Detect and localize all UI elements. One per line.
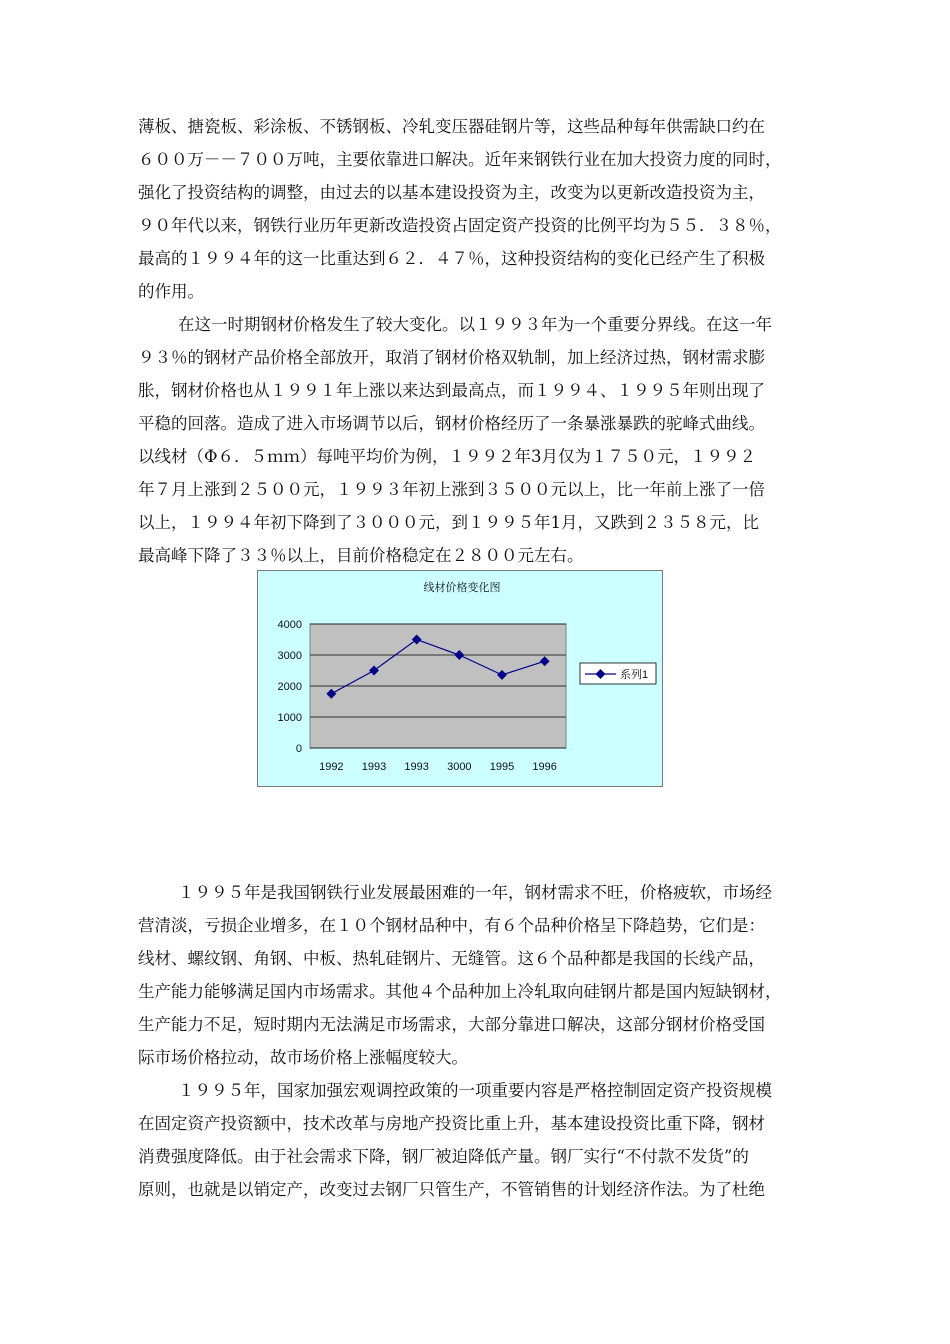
paragraph-2 xyxy=(138,308,890,572)
paragraph-1-line: ９０年代以来，钢铁行业历年更新改造投资占固定资产投资的比例平均为５５．３８％， xyxy=(138,216,782,235)
paragraph-4-line: １９９５年，国家加强宏观调控政策的一项重要内容是严格控制固定资产投资规模 xyxy=(178,1081,772,1100)
paragraph-3-line: 际市场价格拉动，故市场价格上涨幅度较大。 xyxy=(138,1048,468,1067)
x-tick-label: 1996 xyxy=(532,761,557,773)
legend xyxy=(580,663,656,684)
chart-title: 线材价格变化图 xyxy=(423,582,501,594)
paragraph-3-line: 线材、螺纹钢、角钢、中板、热轧硅钢片、无缝管。这６个品种都是我国的长线产品， xyxy=(138,949,765,968)
paragraph-2-line: 胀，钢材价格也从１９９１年上涨以来达到最高点，而１９９４、１９９５年则出现了 xyxy=(138,381,765,400)
paragraph-2-line: 在这一时期钢材价格发生了较大变化。以１９９３年为一个重要分界线。在这一年 xyxy=(178,315,772,334)
paragraph-1-line: ６００万－－７００万吨，主要依靠进口解决。近年来钢铁行业在加大投资力度的同时， xyxy=(138,150,782,169)
y-tick-label: 2000 xyxy=(277,681,302,693)
x-tick-label: 1993 xyxy=(404,761,429,773)
paragraph-2-line: 最高峰下降了３３％以上，目前价格稳定在２８００元左右。 xyxy=(138,546,584,565)
line-chart xyxy=(257,570,663,787)
paragraph-2-line: 平稳的回落。造成了进入市场调节以后，钢材价格经历了一条暴涨暴跌的驼峰式曲线。 xyxy=(138,414,765,433)
paragraph-3-line: 生产能力能够满足国内市场需求。其他４个品种加上冷轧取向硅钢片都是国内短缺钢材， xyxy=(138,982,782,1001)
paragraph-1-line: 的作用。 xyxy=(138,282,204,301)
paragraph-3 xyxy=(138,876,890,1074)
paragraph-1 xyxy=(138,110,890,308)
chart-canvas xyxy=(258,571,662,786)
paragraph-4-line: 原则，也就是以销定产，改变过去钢厂只管生产，不管销售的计划经济作法。为了杜绝 xyxy=(138,1180,765,1199)
paragraph-3-line: １９９５年是我国钢铁行业发展最困难的一年，钢材需求不旺，价格疲软，市场经 xyxy=(178,883,772,902)
x-tick-label: 1992 xyxy=(319,761,344,773)
paragraph-2-line: 以上，１９９４年初下降到了３０００元，到１９９５年1月，又跌到２３５８元，比 xyxy=(138,513,759,532)
paragraph-1-line: 最高的１９９４年的这一比重达到６２．４７％，这种投资结构的变化已经产生了积极 xyxy=(138,249,765,268)
x-axis-ticks xyxy=(319,761,557,773)
y-tick-label: 1000 xyxy=(277,712,302,724)
paragraph-3-line: 营清淡，亏损企业增多，在１０个钢材品种中，有６个品种价格呈下降趋势，它们是： xyxy=(138,916,765,935)
paragraph-4-line: 在固定资产投资额中，技术改革与房地产投资比重上升，基本建设投资比重下降，钢材 xyxy=(138,1114,765,1133)
paragraph-2-line: 年７月上涨到２５００元，１９９３年初上涨到３５００元以上，比一年前上涨了一倍 xyxy=(138,480,765,499)
x-tick-label: 1993 xyxy=(361,761,387,773)
y-tick-label: 0 xyxy=(295,743,302,755)
paragraph-3-line: 生产能力不足，短时期内无法满足市场需求，大部分靠进口解决，这部分钢材价格受国 xyxy=(138,1015,765,1034)
paragraph-1-line: 薄板、搪瓷板、彩涂板、不锈钢板、冷轧变压器硅钢片等，这些品种每年供需缺口约在 xyxy=(138,117,765,136)
x-tick-label: 1995 xyxy=(489,761,515,773)
paragraph-4-line: 消费强度降低。由于社会需求下降，钢厂被迫降低产量。钢厂实行“不付款不发货”的 xyxy=(138,1147,749,1166)
legend-label: 系列1 xyxy=(620,669,649,681)
y-tick-label: 3000 xyxy=(277,650,302,662)
paragraph-2-line: 以线材（Φ６．５ｍｍ）每吨平均价为例，１９９２年3月仅为１７５０元，１９９２ xyxy=(138,447,757,466)
y-axis-ticks xyxy=(278,619,302,755)
paragraph-4 xyxy=(138,1074,890,1206)
x-tick-label: 3000 xyxy=(447,761,472,773)
y-tick-label: 4000 xyxy=(277,619,302,631)
paragraph-2-line: ９３％的钢材产品价格全部放开，取消了钢材价格双轨制，加上经济过热，钢材需求膨 xyxy=(138,348,765,367)
paragraph-1-line: 强化了投资结构的调整，由过去的以基本建设投资为主，改变为以更新改造投资为主， xyxy=(138,183,765,202)
